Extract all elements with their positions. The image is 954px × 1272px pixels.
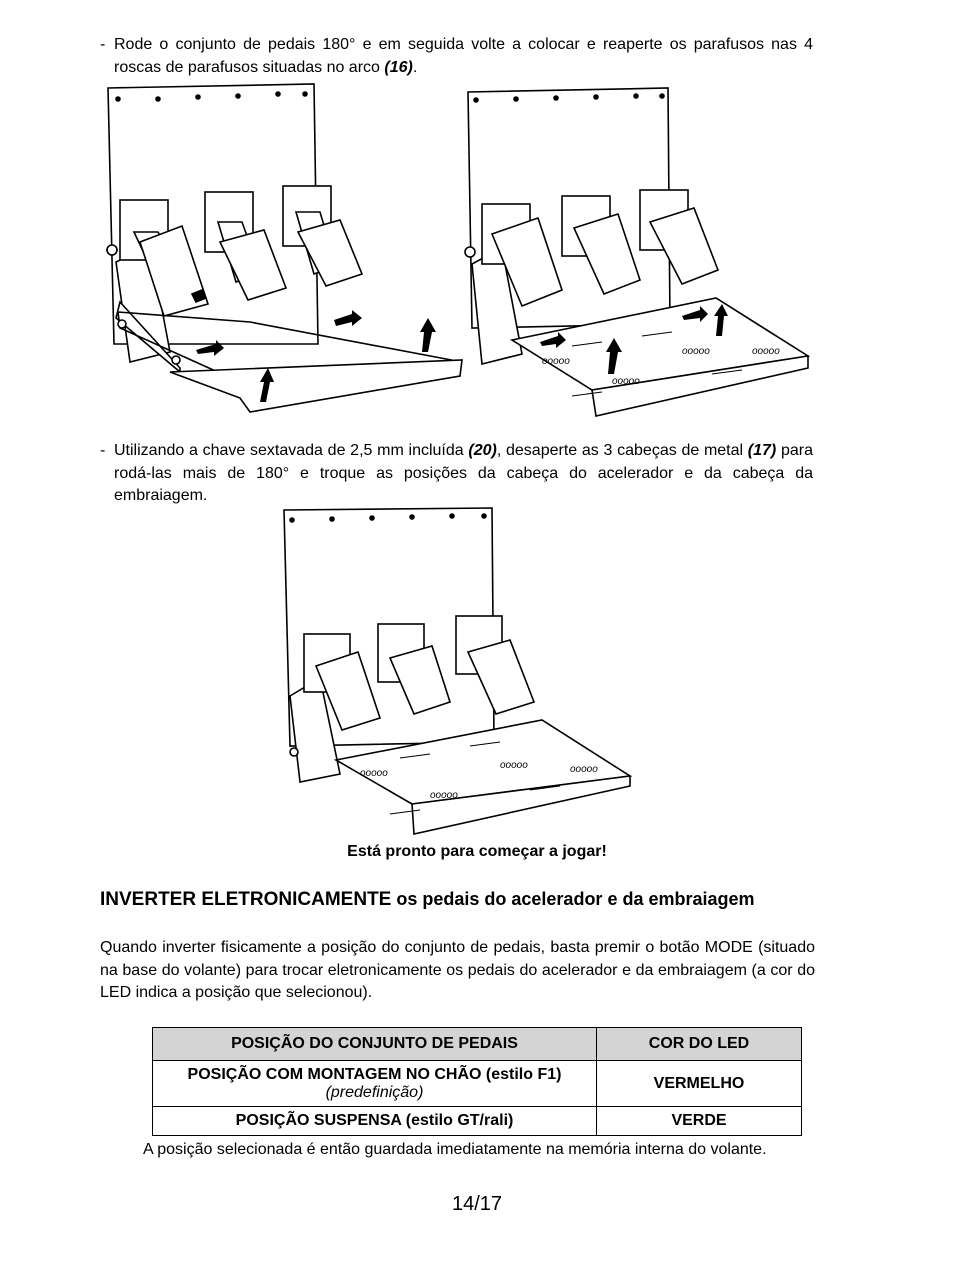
part-reference: (16) [384, 58, 413, 76]
instruction-text: Utilizando a chave sextavada de 2,5 mm incluída (20), desaperte as 3 cabeças de metal (17) para rodá-las mais de 180° e troque as posições da cabeça do acelerador e da cabeça da embraiagem. [114, 442, 813, 504]
footer-note: A posição selecionada é então guardada imediatamente na memória interna do volante. [143, 1141, 767, 1158]
table-cell: POSIÇÃO SUSPENSA (estilo GT/rali) [153, 1107, 597, 1136]
ready-caption: Está pronto para começar a jogar! [347, 843, 607, 860]
floor-plate-pattern: ooooo [612, 376, 640, 387]
table-row [153, 1061, 802, 1107]
table-row [153, 1107, 802, 1136]
instruction-text: Rode o conjunto de pedais 180° e em seguida volte a colocar e reaperte os parafusos nas 4 roscas de parafusos situadas no arco (16). [114, 36, 813, 76]
floor-plate-pattern: ooooo [360, 768, 388, 779]
table-cell: VERMELHO [597, 1061, 802, 1107]
floor-plate-pattern: ooooo [430, 790, 458, 801]
floor-plate-pattern: ooooo [500, 760, 528, 771]
instruction-step-1 [100, 34, 813, 79]
column-header: COR DO LED [597, 1028, 802, 1061]
page-number: 14/17 [451, 1193, 503, 1215]
pedal-set-with-floor-plate-illustration [462, 84, 814, 420]
table-header-row [153, 1028, 802, 1061]
table-cell: VERDE [597, 1107, 802, 1136]
column-header: POSIÇÃO DO CONJUNTO DE PEDAIS [153, 1028, 597, 1061]
part-reference: (17) [747, 442, 777, 459]
led-color-table [152, 1027, 802, 1136]
pedal-set-rotation-illustration [100, 82, 466, 418]
bullet-dash: - [100, 442, 106, 459]
instruction-step-2 [100, 440, 813, 508]
section-paragraph: Quando inverter fisicamente a posição do conjunto de pedais, basta premir o botão MODE (situado na base do volante) para trocar eletronicamente os pedais do acelerador e da embraiagem (a cor do LED indica a posição que selecionou). [100, 939, 815, 1001]
table-cell: POSIÇÃO COM MONTAGEM NO CHÃO (estilo F1) (predefinição) [153, 1061, 597, 1107]
floor-plate-pattern: ooooo [682, 346, 710, 357]
final-pedal-set-illustration [280, 506, 636, 838]
floor-plate-pattern: ooooo [570, 764, 598, 775]
floor-plate-pattern: ooooo [542, 356, 570, 367]
part-reference: (20) [468, 442, 497, 459]
section-heading: INVERTER ELETRONICAMENTE os pedais do acelerador e da embraiagem [100, 889, 755, 910]
floor-plate-pattern: ooooo [752, 346, 780, 357]
bullet-dash: - [100, 36, 106, 53]
